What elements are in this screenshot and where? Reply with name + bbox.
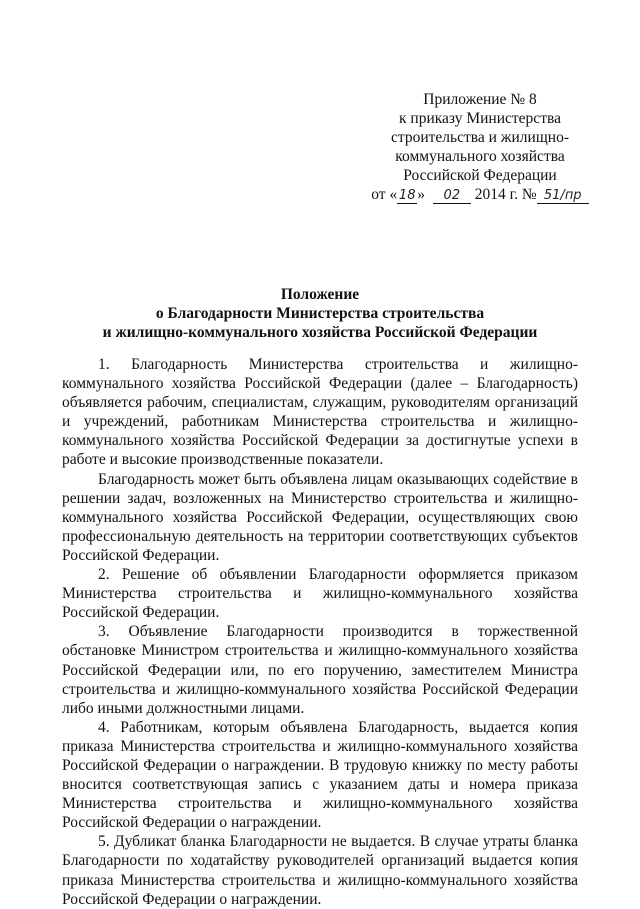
appendix-date-line — [360, 185, 600, 204]
paragraph-3: 3. Объявление Благодарности производится в торжественной обстановке Министром строительства и жилищно-коммунального хозяйства Российской Федерации или, по его поручению, заместителем Министра строительства и жилищно-коммунального хозяйства Российской Федерации либо иными должностными лицами. — [62, 623, 578, 717]
paragraph-1-continued: Благодарность может быть объявлена лицам оказывающих содействие в решении задач, возложенных на Министерство строительства и жилищно-коммунального хозяйства Российской Федерации, осуществляющих свою профессиональную деятельность на территории соответствующих субъектов Российской Федерации. — [62, 470, 578, 564]
title-line-3: и жилищно-коммунального хозяйства Российской Федерации — [102, 324, 538, 341]
date-month-handwritten: 02 — [433, 188, 471, 204]
title-line-1: Положение — [280, 286, 360, 303]
appendix-number: Приложение № 8 — [423, 91, 537, 108]
paragraph-1: 1. Благодарность Министерства строительства и жилищно-коммунального хозяйства Российской Федерации (далее – Благодарность) объявляется рабочим, специалистам, служащим, руководителям организаций и учреждений, работникам Министерства строительства и жилищно-коммунального хозяйства Российской Федерации за достигнутые успехи в работе и высокие производственные показатели. — [62, 356, 578, 469]
appendix-ministry-line: строительства и жилищно- — [391, 129, 569, 146]
date-prefix: от « — [371, 186, 398, 203]
date-day-handwritten: 18 — [398, 188, 416, 203]
appendix-order-ref: к приказу Министерства — [399, 110, 561, 127]
document-title — [60, 285, 580, 342]
date-year-number: 2014 г. № — [474, 186, 537, 203]
appendix-ministry-line-2: коммунального хозяйства — [395, 148, 565, 165]
appendix-header — [360, 90, 600, 204]
appendix-country: Российской Федерации — [403, 167, 557, 184]
order-number-handwritten: 51/пр — [537, 188, 589, 204]
paragraph-2: 2. Решение об объявлении Благодарности оформляется приказом Министерства строительства и жилищно-коммунального хозяйства Российской Федерации. — [62, 566, 578, 622]
document-body — [62, 355, 578, 909]
paragraph-4: 4. Работникам, которым объявлена Благодарность, выдается копия приказа Министерства строительства и жилищно-коммунального хозяйства Российской Федерации о награждении. В трудовую книжку по месту работы вносится соответствующая запись с указанием даты и номера приказа Министерства строительства и жилищно-коммунального хозяйства Российской Федерации о награждении. — [62, 718, 578, 832]
title-line-2: о Благодарности Министерства строительства — [155, 305, 485, 322]
date-mid: » — [417, 186, 425, 203]
paragraph-5: 5. Дубликат бланка Благодарности не выдается. В случае утраты бланка Благодарности по ходатайству руководителей организаций выдается копия приказа Министерства строительства и жилищно-коммунального хозяйства Российской Федерации о награждении. — [62, 833, 578, 908]
